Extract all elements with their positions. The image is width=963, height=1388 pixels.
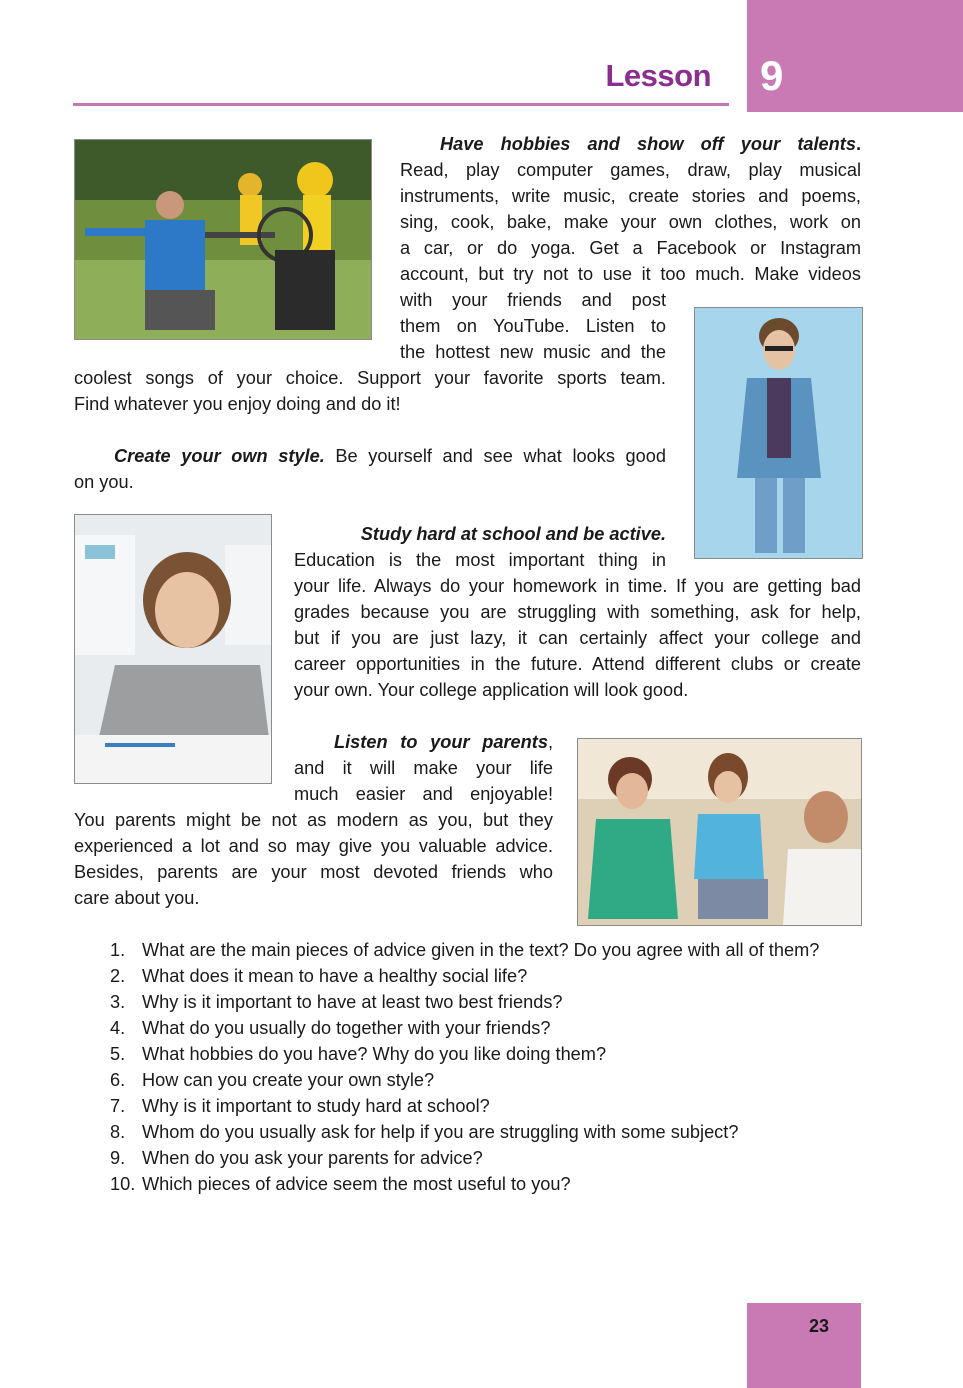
parents-paragraph-cont [74, 807, 553, 911]
question-number: 2. [110, 966, 126, 986]
hobbies-heading-line [400, 131, 861, 157]
study-heading: Study hard at school and be active. [360, 524, 666, 544]
question-text: What do you usually do together with your friends? [142, 1018, 551, 1038]
text-line: your life. Always do your homework in time. If you are getting bad [294, 576, 861, 596]
question-item [110, 1119, 870, 1145]
parents-heading: Listen to your parents [334, 732, 548, 752]
question-text: Which pieces of advice seem the most useful to you? [142, 1174, 571, 1194]
text-line: and it will make your life [294, 758, 553, 778]
study-paragraph [294, 521, 666, 573]
hobbies-heading: Have hobbies and show off your talents [440, 134, 856, 154]
question-item [110, 1093, 870, 1119]
style-heading: Create your own style. [114, 446, 325, 466]
question-item [110, 989, 870, 1015]
question-number: 5. [110, 1044, 126, 1064]
page-number: 23 [808, 1316, 830, 1336]
hobbies-paragraph-end [74, 365, 666, 417]
questions-list [110, 937, 870, 1197]
girl-studying-photo [74, 514, 272, 784]
parents-talking-photo [577, 738, 862, 926]
lesson-number: 9 [760, 52, 784, 99]
study-heading-line [294, 521, 666, 547]
question-number: 8. [110, 1122, 126, 1142]
question-number: 9. [110, 1148, 126, 1168]
text-line: You parents might be not as modern as you, but they [74, 810, 553, 830]
parents-heading-line [294, 729, 553, 755]
question-number: 4. [110, 1018, 126, 1038]
question-text: What are the main pieces of advice given in the text? Do you agree with all of them? [142, 940, 820, 960]
question-number: 6. [110, 1070, 126, 1090]
study-paragraph-cont [294, 573, 861, 703]
question-number: 7. [110, 1096, 126, 1116]
text-line: Find whatever you enjoy doing and do it! [74, 394, 401, 414]
question-item [110, 1041, 870, 1067]
question-number: 3. [110, 992, 126, 1012]
text-line: experienced a lot and so may give you valuable advice. [74, 836, 553, 856]
question-item [110, 1145, 870, 1171]
question-text: Whom do you usually ask for help if you are struggling with some subject? [142, 1122, 739, 1142]
question-item [110, 1067, 870, 1093]
text-line: sing, cook, bake, make your own clothes, work on [400, 212, 861, 232]
parents-heading-punct: , [547, 732, 553, 752]
lesson-label: Lesson [605, 58, 711, 93]
header-rule [73, 103, 729, 106]
hobbies-heading-punct: . [855, 134, 861, 154]
question-item [110, 963, 870, 989]
text-line: career opportunities in the future. Attend different clubs or create [294, 654, 861, 674]
text-line: grades because you are struggling with something, ask for help, [294, 602, 861, 622]
question-text: What does it mean to have a healthy social life? [142, 966, 528, 986]
question-number: 1. [110, 940, 126, 960]
young-man-photo [694, 307, 863, 559]
text-line: a car, or do yoga. Get a Facebook or Instagram [400, 238, 861, 258]
text-line: them on YouTube. Listen to [400, 316, 666, 336]
hobbies-paragraph [400, 131, 861, 287]
text-line: care about you. [74, 888, 200, 908]
question-item [110, 1171, 870, 1197]
text-line: Read, play computer games, draw, play musical [400, 160, 861, 180]
text-line: your own. Your college application will look good. [294, 680, 689, 700]
question-text: Why is it important to study hard at school? [142, 1096, 490, 1116]
hobbies-paragraph-cont [400, 287, 666, 365]
question-item [110, 1015, 870, 1041]
archery-photo [74, 139, 372, 340]
text-line: but if you are just lazy, it can certainly affect your college and [294, 628, 861, 648]
question-text: When do you ask your parents for advice? [142, 1148, 483, 1168]
question-text: How can you create your own style? [142, 1070, 435, 1090]
parents-paragraph [294, 729, 553, 807]
text-line: the hottest new music and the [400, 342, 666, 362]
question-text: Why is it important to have at least two best friends? [142, 992, 563, 1012]
text-line: coolest songs of your choice. Support your favorite sports team. [74, 368, 666, 388]
text-line: instruments, write music, create stories and poems, [400, 186, 861, 206]
style-text: Be yourself and see what looks good [324, 446, 666, 466]
style-line [74, 443, 666, 469]
text-line: much easier and enjoyable! [294, 784, 553, 804]
text-line: with your friends and post [400, 290, 666, 310]
question-number: 10. [110, 1174, 136, 1194]
question-item [110, 937, 842, 963]
question-text: What hobbies do you have? Why do you like doing them? [142, 1044, 607, 1064]
style-paragraph [74, 443, 666, 495]
text-line: account, but try not to use it too much. Make videos [400, 264, 861, 284]
text-line: Education is the most important thing in [294, 550, 666, 570]
text-line: on you. [74, 472, 134, 492]
text-line: Besides, parents are your most devoted friends who [74, 862, 553, 882]
